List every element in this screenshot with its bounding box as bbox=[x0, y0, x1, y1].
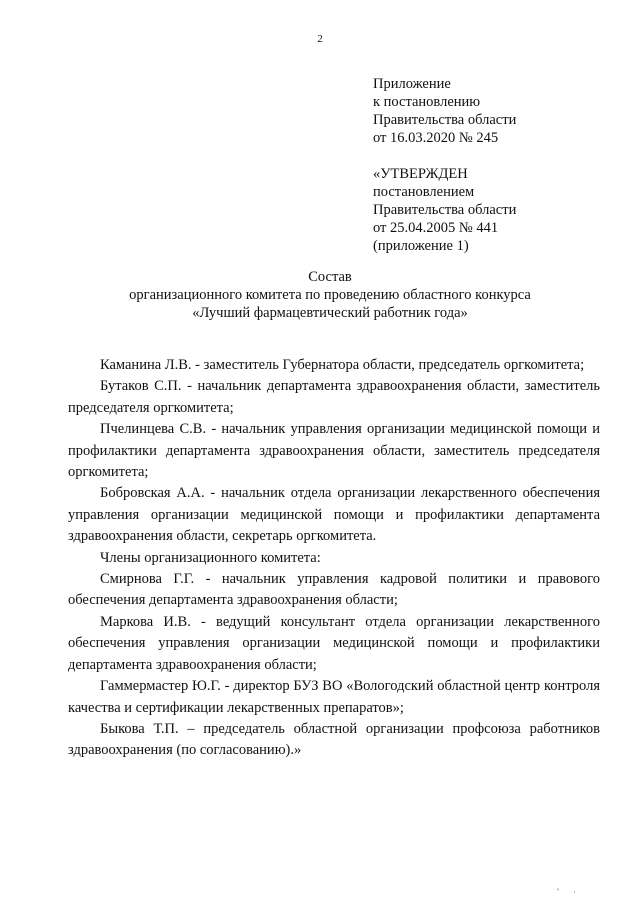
title-line: организационного комитета по проведению областного конкурса bbox=[129, 287, 531, 303]
member-paragraph: Смирнова Г.Г. - начальник управления кадровой политики и правового обеспечения департамента здравоохранения области; bbox=[68, 571, 600, 609]
title-line: «Лучший фармацевтический работник года» bbox=[192, 305, 468, 321]
appendix-line: к постановлению bbox=[373, 94, 481, 110]
member-paragraph: Маркова И.В. - ведущий консультант отдела организации лекарственного обеспечения управления организации медицинской помощи и профилактики департамента здравоохранения области; bbox=[68, 613, 600, 673]
approval-line: от 25.04.2005 № 441 bbox=[373, 220, 499, 236]
document-title bbox=[60, 268, 600, 322]
title-line: Состав bbox=[308, 269, 352, 285]
member-paragraph: Каманина Л.В. - заместитель Губернатора области, председатель оргкомитета; bbox=[100, 357, 585, 373]
member-paragraph: Быкова Т.П. – председатель областной организации профсоюза работников здравоохранения (по согласованию).» bbox=[68, 720, 600, 759]
approval-line: Правительства области bbox=[373, 202, 517, 218]
member-paragraph: Бобровская А.А. - начальник отдела организации лекарственного обеспечения управления организации медицинской помощи и профилактики департамента здравоохранения области, секретарь оргкомитета. bbox=[68, 485, 600, 545]
approval-line: постановлением bbox=[373, 184, 475, 200]
approval-block bbox=[373, 165, 516, 255]
appendix-block bbox=[373, 75, 516, 147]
member-paragraph: Гаммермастер Ю.Г. - директор БУЗ ВО «Вологодский областной центр контроля качества и сертификации лекарственных препаратов»; bbox=[68, 678, 600, 716]
appendix-line: от 16.03.2020 № 245 bbox=[373, 130, 499, 146]
approval-line: (приложение 1) bbox=[373, 238, 469, 254]
appendix-line: Приложение bbox=[373, 76, 451, 92]
scan-marks: ' · bbox=[557, 887, 582, 897]
appendix-line: Правительства области bbox=[373, 112, 517, 128]
committee-member-list bbox=[68, 355, 600, 762]
page-number: 2 bbox=[317, 33, 323, 45]
member-paragraph: Пчелинцева С.В. - начальник управления организации медицинской помощи и профилактики департамента здравоохранения области, заместитель председателя оргкомитета; bbox=[68, 421, 600, 481]
approval-line: «УТВЕРЖДЕН bbox=[373, 166, 468, 182]
member-paragraph: Бутаков С.П. - начальник департамента здравоохранения области, заместитель председателя оргкомитета; bbox=[68, 378, 600, 416]
members-heading: Члены организационного комитета: bbox=[100, 549, 321, 566]
